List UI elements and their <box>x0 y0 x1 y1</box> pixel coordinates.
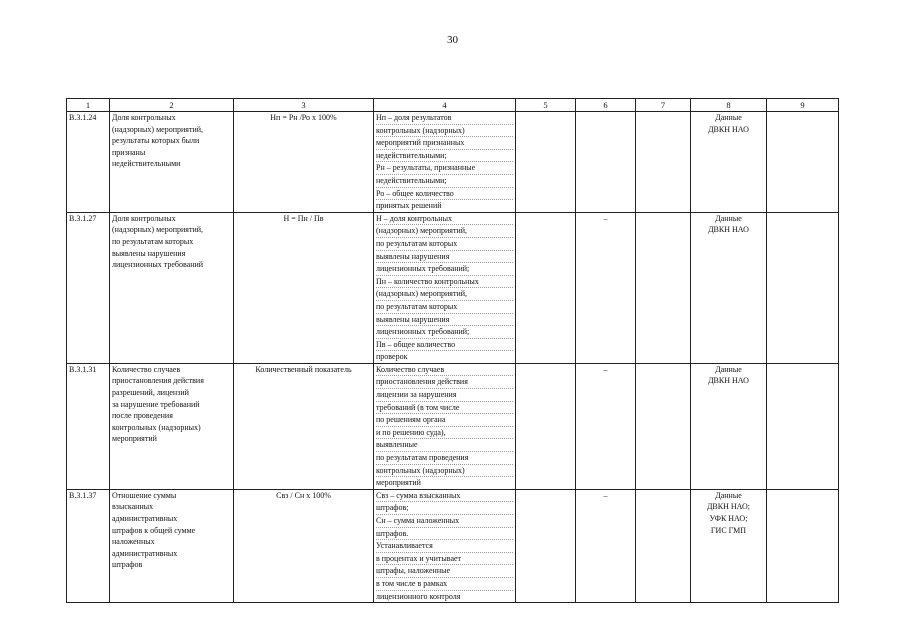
indicator-code: В.3.1.37 <box>67 489 110 602</box>
table-row <box>67 489 839 602</box>
cell-col6: – <box>576 212 636 363</box>
indicators-table <box>66 98 839 603</box>
column-header: 3 <box>234 99 374 112</box>
indicator-code: В.3.1.31 <box>67 363 110 489</box>
cell-col7 <box>636 212 691 363</box>
table-row <box>67 363 839 489</box>
indicator-code: В.3.1.27 <box>67 212 110 363</box>
column-header: 8 <box>691 99 767 112</box>
data-source: Данные ДВКН НАО <box>691 112 767 213</box>
table-row <box>67 212 839 363</box>
column-header: 4 <box>374 99 516 112</box>
cell-col5 <box>516 489 576 602</box>
indicator-description: Количество случаев приостановления действия лицензии за нарушения требований (в том числе по решениям органа и по решению суда), выявленные по результатам проведения контрольных (надзорных) мероприятий <box>374 363 516 489</box>
cell-col9 <box>767 212 839 363</box>
cell-col9 <box>767 363 839 489</box>
indicator-formula: Свз / Сн x 100% <box>234 489 374 602</box>
indicator-name: Доля контрольных (надзорных) мероприятий, по результатам которых выявлены нарушения лицензионных требований <box>110 212 234 363</box>
indicator-description: Свз – сумма взысканных штрафов; Сн – сумма наложенных штрафов. Устанавливается в процентах и учитывает штрафы, наложенные в том числе в рамках лицензионного контроля <box>374 489 516 602</box>
cell-col5 <box>516 112 576 213</box>
indicator-name: Отношение суммы взысканных административных штрафов к общей сумме наложенных административных штрафов <box>110 489 234 602</box>
column-header: 9 <box>767 99 839 112</box>
data-source: Данные ДВКН НАО <box>691 363 767 489</box>
cell-col5 <box>516 212 576 363</box>
indicator-code: В.3.1.24 <box>67 112 110 213</box>
header-row <box>67 99 839 112</box>
cell-col6: – <box>576 363 636 489</box>
cell-col5 <box>516 363 576 489</box>
cell-col7 <box>636 112 691 213</box>
cell-col7 <box>636 363 691 489</box>
cell-col6: – <box>576 489 636 602</box>
indicator-name: Количество случаев приостановления действия разрешений, лицензий за нарушение требований после проведения контрольных (надзорных) мероприятий <box>110 363 234 489</box>
table-row <box>67 112 839 213</box>
column-header: 6 <box>576 99 636 112</box>
cell-col9 <box>767 489 839 602</box>
indicator-description: Нп – доля результатов контрольных (надзорных) мероприятий признанных недействительными; Рн – результаты, признанные недействительными; Ро – общее количество принятых решений <box>374 112 516 213</box>
indicator-name: Доля контрольных (надзорных) мероприятий, результаты которых были признаны недействительными <box>110 112 234 213</box>
data-source: Данные ДВКН НАО; УФК НАО; ГИС ГМП <box>691 489 767 602</box>
cell-col6 <box>576 112 636 213</box>
cell-col7 <box>636 489 691 602</box>
indicator-formula: Н = Пн / Пв <box>234 212 374 363</box>
page-number: 30 <box>447 34 458 46</box>
indicator-formula: Нп = Рн /Ро x 100% <box>234 112 374 213</box>
data-source: Данные ДВКН НАО <box>691 212 767 363</box>
indicator-formula: Количественный показатель <box>234 363 374 489</box>
column-header: 2 <box>110 99 234 112</box>
indicator-description: Н – доля контрольных (надзорных) мероприятий, по результатам которых выявлены нарушения лицензионных требований; Пн – количество контрольных (надзорных) мероприятий, по результатам которых выявлены нарушения лицензионных требований; Пв – общее количество проверок <box>374 212 516 363</box>
column-header: 1 <box>67 99 110 112</box>
cell-col9 <box>767 112 839 213</box>
column-header: 5 <box>516 99 576 112</box>
column-header: 7 <box>636 99 691 112</box>
